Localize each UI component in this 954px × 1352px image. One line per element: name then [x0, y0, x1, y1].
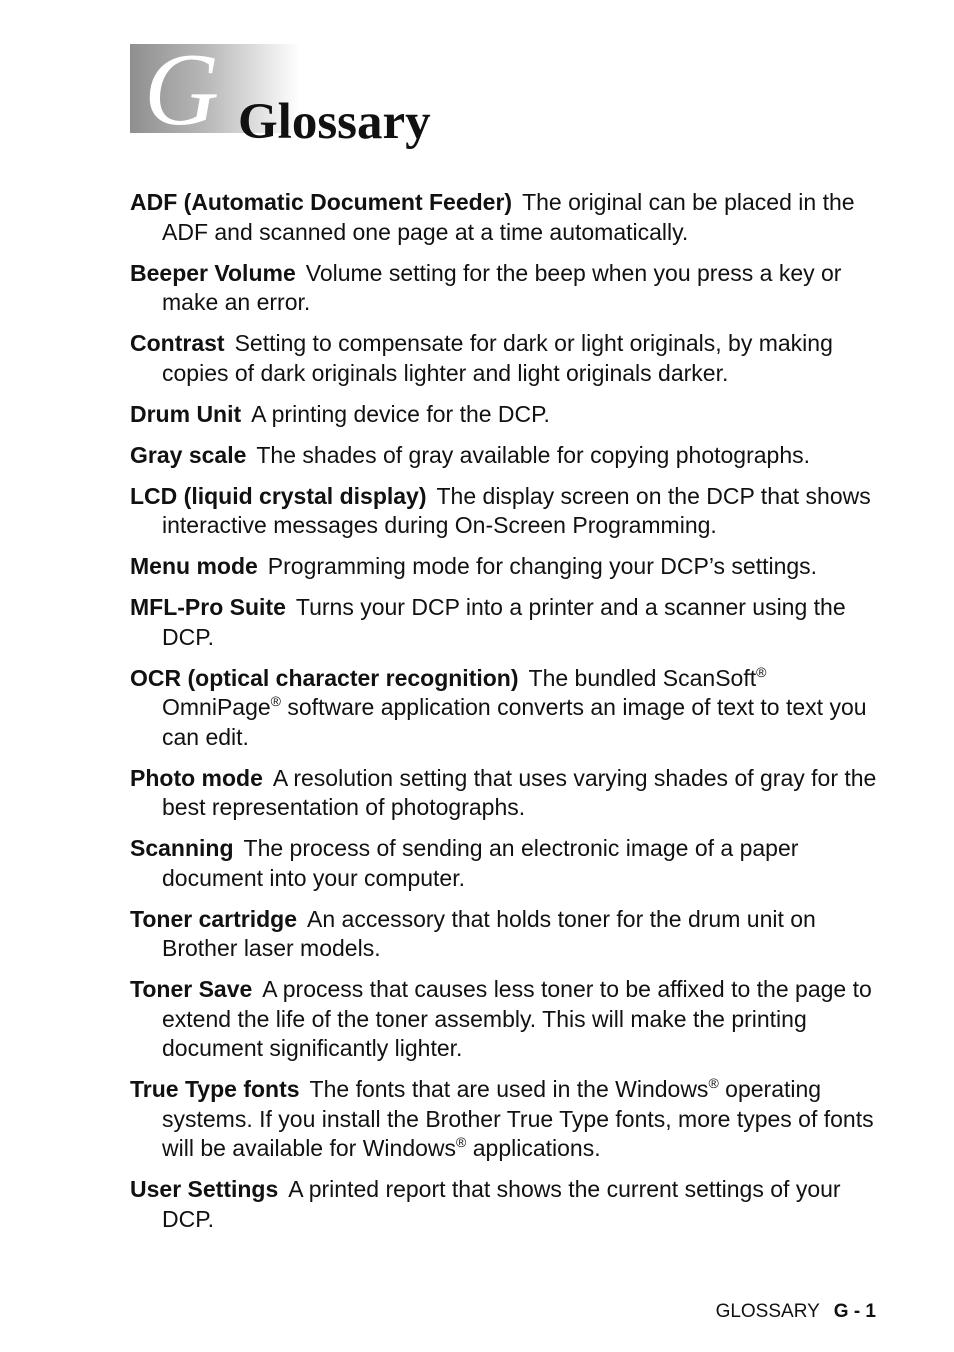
glossary-definition: The process of sending an electronic image of a paper document into your computer. — [162, 835, 799, 891]
glossary-definition: The bundled ScanSoft® OmniPage® software application converts an image of text to text you can edit. — [162, 663, 867, 750]
glossary-entry-scanning — [130, 834, 890, 893]
glossary-entry-toner-save — [130, 975, 890, 1064]
registered-mark: ® — [270, 693, 281, 709]
glossary-entry-ocr — [130, 664, 890, 753]
glossary-term: ADF (Automatic Document Feeder) — [130, 189, 513, 215]
glossary-definition: Programming mode for changing your DCP’s settings. — [267, 553, 818, 579]
glossary-list — [130, 188, 890, 1246]
glossary-entry-gray-scale — [130, 441, 890, 471]
page-footer — [716, 1300, 876, 1324]
chapter-header — [130, 32, 550, 151]
glossary-term: User Settings — [130, 1176, 279, 1202]
glossary-definition: The shades of gray available for copying photographs. — [256, 441, 811, 468]
glossary-term: Beeper Volume — [130, 259, 296, 286]
glossary-entry-menu-mode — [130, 552, 890, 582]
glossary-term: OCR (optical character recognition) — [130, 664, 519, 691]
registered-mark: ® — [456, 1134, 467, 1150]
footer-section: GLOSSARY — [715, 1301, 820, 1322]
registered-mark: ® — [708, 1075, 719, 1091]
glossary-definition: The fonts that are used in the Windows® operating systems. If you install the Brother True Type fonts, more types of fonts will be available for Windows® applications. — [162, 1075, 874, 1161]
glossary-definition: The original can be placed in the ADF and scanned one page at a time automatically. — [162, 189, 855, 245]
glossary-term: Photo mode — [130, 764, 263, 791]
glossary-entry-mfl-pro-suite — [130, 593, 890, 652]
glossary-term: MFL-Pro Suite — [130, 594, 286, 620]
glossary-definition: A process that causes less toner to be affixed to the page to extend the life of the toner assembly. This will make the printing document significantly lighter. — [162, 976, 872, 1061]
glossary-term: True Type fonts — [130, 1076, 300, 1102]
glossary-entry-user-settings — [130, 1175, 890, 1234]
glossary-term: Contrast — [130, 330, 225, 356]
glossary-definition: An accessory that holds toner for the drum unit on Brother laser models. — [162, 905, 816, 961]
glossary-term: Scanning — [130, 835, 234, 861]
page-number: G - 1 — [833, 1301, 876, 1322]
glossary-definition: Setting to compensate for dark or light originals, by making copies of dark originals lighter and light originals darker. — [162, 330, 833, 386]
glossary-term: Toner cartridge — [130, 905, 297, 932]
glossary-entry-toner-cartridge — [130, 905, 890, 964]
glossary-entry-lcd — [130, 482, 890, 541]
chapter-letter: G — [144, 32, 220, 147]
glossary-entry-photo-mode — [130, 764, 890, 823]
glossary-term: Gray scale — [130, 441, 247, 468]
glossary-term: Toner Save — [130, 976, 253, 1002]
glossary-definition: Turns your DCP into a printer and a scanner using the DCP. — [162, 594, 846, 650]
glossary-definition: The display screen on the DCP that shows interactive messages during On-Screen Programming. — [162, 482, 871, 538]
glossary-definition: Volume setting for the beep when you press a key or make an error. — [162, 259, 842, 315]
glossary-definition: A printing device for the DCP. — [251, 400, 550, 427]
glossary-entry-beeper-volume — [130, 259, 890, 318]
glossary-definition: A printed report that shows the current settings of your DCP. — [162, 1176, 841, 1232]
glossary-entry-adf — [130, 188, 890, 247]
glossary-entry-contrast — [130, 329, 890, 388]
glossary-term: Menu mode — [130, 553, 258, 579]
glossary-entry-true-type-fonts — [130, 1075, 890, 1164]
page-title: Glossary — [238, 94, 431, 151]
glossary-definition: A resolution setting that uses varying shades of gray for the best representation of photographs. — [162, 764, 877, 820]
glossary-term: LCD (liquid crystal display) — [130, 482, 427, 509]
glossary-entry-drum-unit — [130, 400, 890, 430]
glossary-term: Drum Unit — [130, 400, 242, 427]
registered-mark: ® — [756, 663, 767, 680]
